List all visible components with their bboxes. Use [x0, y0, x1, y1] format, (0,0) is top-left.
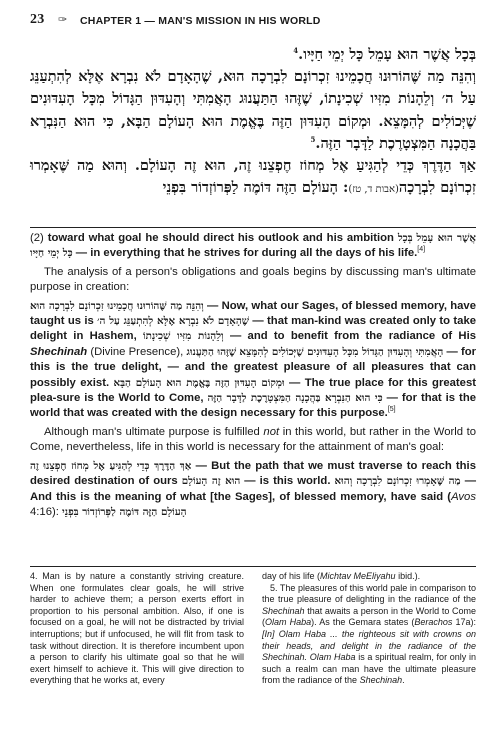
ornament-icon: ✑	[58, 14, 68, 26]
commentary-para-2: The analysis of a person's obligations and goals begins by discussing man's ultimate purpose in creation:	[30, 265, 476, 294]
book-page	[30, 0, 476, 750]
hebrew-para-3: אַךְ הַדֶּרֶךְ כְּדֵי לְהַגִּיעַ אֶל מְחוֹז חֶפְצֵנוּ זֶה, הוּא זֶה הָעוֹלָם. וְהוּא מַה שֶּׁאָמְרוּ זִכְרוֹנָם לִבְרָכָה(אבות ד, טז): הָעוֹלָם הַזֶּה דּוֹמֶה לַפְּרוֹזְדוֹר בִּפְנֵי	[30, 157, 476, 197]
page-number: 23	[30, 12, 45, 27]
commentary-para-4: Although man's ultimate purpose is fulfilled not in this world, but rather in the World to Come, nevertheless, life in this world is necessary for the attainment of man's goal:	[30, 425, 477, 454]
hebrew-line-1: בְּכָל אֲשֶׁר הוּא עָמֵל כָּל יְמֵי חַיָּיו.$^4$	[293, 46, 476, 63]
english-commentary	[30, 231, 476, 523]
hebrew-main-text	[30, 44, 476, 201]
footnote-4-continued: day of his life (Michtav MeEliyahu ibid.).	[262, 571, 421, 581]
footnote-column-left	[30, 571, 244, 687]
footnote-divider	[30, 566, 476, 567]
hebrew-para-2: וְהִנֵּה מַה שֶּׁהוֹרוּנוּ חֲכָמֵינוּ זִכְרוֹנָם לִבְרָכָה הוּא, שֶׁהָאָדָם לֹא נִבְרָא אֶלָּא לְהִתְעַנֵּג עַל ה׳ וְלֵהָנוֹת מִזִּיו שְׁכִינָתוֹ, שֶׁזֶּהוּ הַתַּעֲנוּג הָאֲמִתִּי וְהָעִדּוּן הַגָּדוֹל מִכָּל הָעִדּוּנִים שֶׁיְּכוֹלִים לְהִמָּצֵא. וּמְקוֹם הָעִדּוּן הַזֶּה בֶּאֱמֶת הוּא הָעוֹלָם הַבָּא, כִּי הוּא הַנִּבְרָא בַּהֲכָנָה הַמִּצְטָרֶכֶת לַדָּבָר הַזֶּה.$^5$	[30, 68, 476, 152]
footnote-5: 5. The pleasures of this world pale in comparison to the true pleasure of delighting in the radiance of the Shechinah that awaits a person in the World to Come (Olam Haba). As the Gemara states (Berachos 17a): [In] Olam Haba ... the righteous sit with crowns on their heads, and delight in the radiance of the Shechinah. Olam Haba is a spiritual realm, for only in such a realm can man have the ultimate pleasure from the radiance of the Shechinah.	[262, 582, 476, 686]
footnote-column-right	[262, 571, 476, 687]
footnote-4: 4. Man is by nature a constantly striving creature. When one formulates clear goals, he will strive harder to achieve them; a person exerts effort in proportion to his personal ambition. Also, if one is focused on a goal, he will not be distracted by trivial interruptions; but if unfocused, he will flit from task to task without direction. It is therefore incumbent upon a person to clarify his ultimate goal so that he will exert himself to achieve it. This will give direction to everything that he works at, every	[30, 571, 244, 686]
section-divider	[30, 227, 476, 228]
chapter-title: CHAPTER 1 — MAN'S MISSION IN HIS WORLD	[80, 15, 321, 27]
commentary-para-3: וְהִנֵּה מַה שֶּׁהוֹרוּנוּ חֲכָמֵינוּ זִכְרוֹנָם לִבְרָכָה הוּא — Now, what our Sages, of blessed memory, have taught us is שֶׁהָאָדָם לֹא נִבְרָא אֶלָּא לְהִתְעַנֵּג עַל ה׳ — that man-kind was created only to take delight in Hashem, וְלֵהָנוֹת מִזִּיו שְׁכִינָתוֹ — and to benefit from the radiance of His Shechinah (Divine Presence), שֶׁזֶּהוּ הַתַּעֲנוּג הָאֲמִתִּי וְהָעִדּוּן הַגָּדוֹל מִכָּל הָעִדּוּנִים שֶׁיְּכוֹלִים לְהִמָּצֵא — for this is the true delight, — and the greatest pleasure of all pleasures that can possibly exist. וּמְקוֹם הָעִדּוּן הַזֶּה בֶּאֱמֶת הוּא הָעוֹלָם הַבָּא — The true place for this greatest plea-sure is the World to Come, כִּי הוּא הַנִּבְרָא בַּהֲכָנָה הַמִּצְטָרֶכֶת לַדָּבָר הַזֶּה — for that is the world that was created with the design necessary for this purpose.[5]	[30, 299, 477, 420]
commentary-para-5: אַךְ הַדֶּרֶךְ כְּדֵי לְהַגִּיעַ אֶל מְחוֹז חֶפְצֵנוּ זֶה — But the path that we must traverse to reach this desired destination of ours הוּא זֶה הָעוֹלָם — is this world. וְהוּא מַה שֶּׁאָמְרוּ זִכְרוֹנָם לִבְרָכָה — And this is the meaning of what [the Sages], of blessed memory, have said (Avos 4:16): הָעוֹלָם הַזֶּה דּוֹמֶה לַפְּרוֹזְדוֹר בִּפְנֵי	[30, 459, 476, 518]
commentary-para-1: (2) toward what goal he should direct his outlook and his ambition בְּכָל אֲשֶׁר הוּא עָמֵל כָּל יְמֵי חַיָּיו — in everything that he strives for during all the days of his life.[4]	[30, 232, 477, 260]
running-header	[30, 12, 476, 30]
